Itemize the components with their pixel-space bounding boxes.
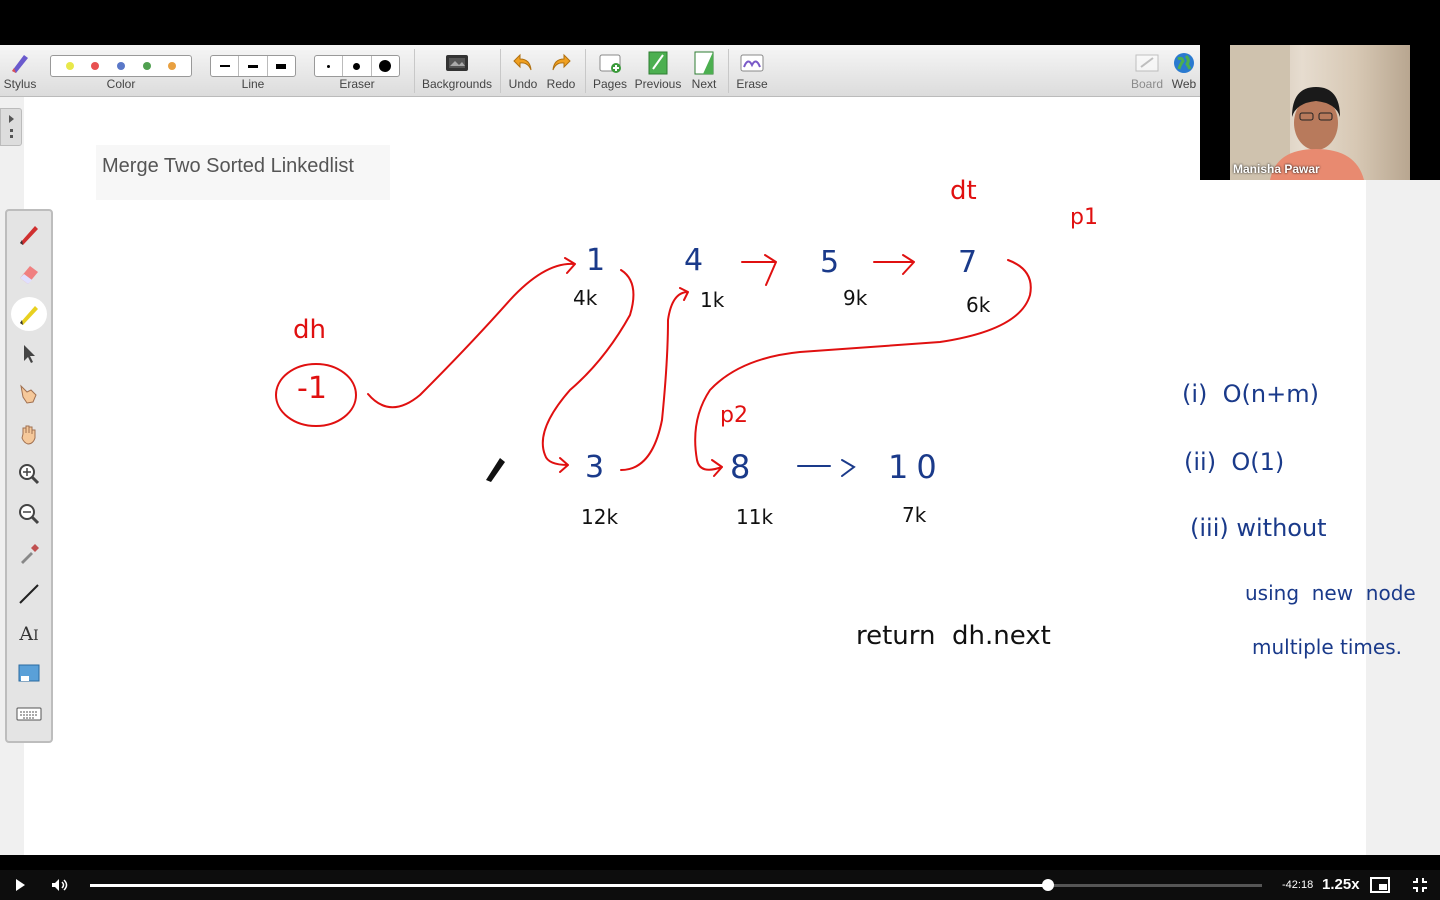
list2-node-address: 7k bbox=[902, 503, 927, 527]
screen-capture-icon bbox=[17, 662, 41, 686]
zoom-in-icon bbox=[17, 462, 41, 486]
swatch-dot bbox=[168, 62, 176, 70]
color-swatch-orange[interactable] bbox=[162, 58, 182, 74]
keyboard-icon bbox=[16, 704, 42, 724]
constraint-note: (iii) without bbox=[1190, 514, 1327, 542]
hand-icon bbox=[17, 422, 41, 446]
line-medium-button[interactable] bbox=[239, 56, 267, 76]
list2-node-address: 12k bbox=[581, 505, 619, 529]
list2-node-value: 10 bbox=[888, 448, 945, 486]
board-button[interactable]: Board bbox=[1128, 49, 1166, 95]
redo-button[interactable]: Redo bbox=[542, 49, 580, 95]
complexity-note-space: (ii) O(1) bbox=[1184, 448, 1285, 476]
eraser-small-button[interactable] bbox=[315, 56, 343, 76]
undo-button[interactable]: Undo bbox=[504, 49, 542, 95]
highlighter-icon bbox=[17, 302, 41, 326]
zoom-out-tool[interactable] bbox=[11, 497, 47, 531]
erase-all-icon bbox=[739, 51, 765, 75]
list1-node-value: 4 bbox=[684, 243, 704, 278]
presenter-avatar bbox=[1230, 45, 1410, 180]
eraser-dot bbox=[327, 65, 330, 68]
color-swatch-yellow[interactable] bbox=[60, 58, 80, 74]
pan-tool[interactable] bbox=[11, 417, 47, 451]
picture-in-picture-button[interactable] bbox=[1369, 875, 1391, 895]
seek-bar[interactable] bbox=[90, 884, 1262, 887]
redo-icon bbox=[548, 51, 574, 75]
constraint-note-line2: using new node bbox=[1245, 581, 1416, 605]
line-width-picker[interactable]: Line bbox=[210, 49, 296, 95]
line-thick-button[interactable] bbox=[268, 56, 295, 76]
list1-node-value: 1 bbox=[586, 243, 606, 278]
list1-node-value: 5 bbox=[820, 245, 840, 280]
eraser-icon bbox=[17, 262, 41, 286]
swatch-dot bbox=[66, 62, 74, 70]
playback-speed-button[interactable]: 1.25x bbox=[1322, 876, 1360, 893]
presenter-name: Manisha Pawar bbox=[1233, 162, 1320, 176]
text-tool-icon: AI bbox=[19, 623, 39, 645]
erase-all-button[interactable]: Erase bbox=[732, 49, 772, 95]
list2-node-address: 11k bbox=[736, 505, 774, 529]
pointer-hand-tool[interactable] bbox=[11, 377, 47, 411]
backgrounds-button[interactable]: Backgrounds bbox=[420, 49, 494, 95]
volume-icon bbox=[51, 878, 69, 892]
webcam-overlay bbox=[1200, 45, 1440, 180]
volume-button[interactable] bbox=[49, 875, 71, 895]
stylus-icon bbox=[7, 51, 33, 75]
list1-node-value: 7 bbox=[958, 245, 978, 280]
backgrounds-icon bbox=[444, 51, 470, 75]
select-tool[interactable] bbox=[11, 337, 47, 371]
text-tool[interactable] bbox=[11, 617, 47, 651]
eraser-tool[interactable] bbox=[11, 257, 47, 291]
color-picker[interactable]: Color bbox=[50, 49, 192, 95]
color-swatch-green[interactable] bbox=[137, 58, 157, 74]
screen-capture-tool[interactable] bbox=[11, 657, 47, 691]
time-remaining: -42:18 bbox=[1282, 879, 1314, 891]
constraint-note-line3: multiple times. bbox=[1252, 635, 1402, 659]
seek-bar-progress bbox=[90, 884, 1048, 887]
pointing-hand-icon bbox=[17, 382, 41, 406]
web-button[interactable]: Web bbox=[1168, 49, 1200, 95]
exit-fullscreen-icon bbox=[1412, 877, 1428, 893]
globe-icon bbox=[1171, 51, 1197, 75]
dummy-node-value: -1 bbox=[297, 371, 327, 406]
color-swatch-blue[interactable] bbox=[111, 58, 131, 74]
line-sample bbox=[220, 65, 230, 67]
list1-node-address: 4k bbox=[573, 286, 598, 310]
next-page-button[interactable]: Next bbox=[684, 49, 724, 95]
play-icon bbox=[14, 878, 26, 892]
sidebar-toggle[interactable] bbox=[0, 108, 22, 146]
list1-node-address: 1k bbox=[700, 288, 725, 312]
undo-icon bbox=[510, 51, 536, 75]
video-player-controls bbox=[0, 870, 1440, 900]
eraser-large-button[interactable] bbox=[372, 56, 399, 76]
dt-label: dt bbox=[950, 176, 977, 206]
whiteboard-toolbar bbox=[0, 45, 1200, 97]
toolbar-divider bbox=[414, 49, 415, 93]
pen-tool[interactable] bbox=[11, 217, 47, 251]
next-page-icon bbox=[691, 51, 717, 75]
presenter-video bbox=[1230, 45, 1410, 180]
previous-page-icon bbox=[645, 51, 671, 75]
p2-label: p2 bbox=[720, 403, 748, 428]
zoom-in-tool[interactable] bbox=[11, 457, 47, 491]
sidebar-toggle-icon bbox=[1, 109, 21, 145]
list1-node-address: 6k bbox=[966, 293, 991, 317]
add-page-icon bbox=[597, 51, 623, 75]
picture-in-picture-icon bbox=[1370, 877, 1390, 893]
pen-icon bbox=[17, 222, 41, 246]
list1-node-address: 9k bbox=[843, 286, 868, 310]
color-swatch-red[interactable] bbox=[85, 58, 105, 74]
toolbar-divider bbox=[728, 49, 729, 93]
previous-page-button[interactable]: Previous bbox=[632, 49, 684, 95]
list2-node-value: 3 bbox=[585, 450, 605, 485]
pages-button[interactable]: Pages bbox=[588, 49, 632, 95]
dh-label: dh bbox=[293, 315, 326, 345]
seek-bar-handle[interactable] bbox=[1042, 879, 1054, 891]
eraser-dot bbox=[379, 60, 391, 72]
swatch-dot bbox=[143, 62, 151, 70]
line-sample bbox=[276, 64, 286, 69]
toolbar-divider bbox=[585, 49, 586, 93]
page-title: Merge Two Sorted Linkedlist bbox=[102, 155, 354, 177]
highlighter-tool[interactable] bbox=[11, 297, 47, 331]
eyedropper-icon bbox=[17, 542, 41, 566]
line-tool[interactable] bbox=[11, 577, 47, 611]
stylus-tool[interactable]: Stylus bbox=[0, 49, 40, 95]
complexity-note-time: (i) O(n+m) bbox=[1182, 380, 1319, 408]
eraser-medium-button[interactable] bbox=[343, 56, 371, 76]
arrow-cursor-icon bbox=[19, 343, 39, 365]
swatch-dot bbox=[91, 62, 99, 70]
line-thin-button[interactable] bbox=[211, 56, 239, 76]
list2-node-value: 8 bbox=[730, 448, 751, 486]
eraser-size-picker[interactable]: Eraser bbox=[314, 49, 400, 95]
play-button[interactable] bbox=[9, 875, 31, 895]
p1-label: p1 bbox=[1070, 205, 1098, 230]
swatch-dot bbox=[117, 62, 125, 70]
board-icon bbox=[1134, 51, 1160, 75]
color-picker-tool[interactable] bbox=[11, 537, 47, 571]
whiteboard-canvas[interactable] bbox=[24, 97, 1366, 855]
return-statement: return dh.next bbox=[856, 621, 1051, 651]
eraser-dot bbox=[353, 63, 360, 70]
line-icon bbox=[17, 582, 41, 606]
keyboard-tool[interactable] bbox=[11, 697, 47, 731]
toolbar-divider bbox=[500, 49, 501, 93]
line-sample bbox=[248, 65, 258, 68]
exit-fullscreen-button[interactable] bbox=[1409, 875, 1431, 895]
zoom-out-icon bbox=[17, 502, 41, 526]
tool-palette bbox=[5, 209, 53, 743]
